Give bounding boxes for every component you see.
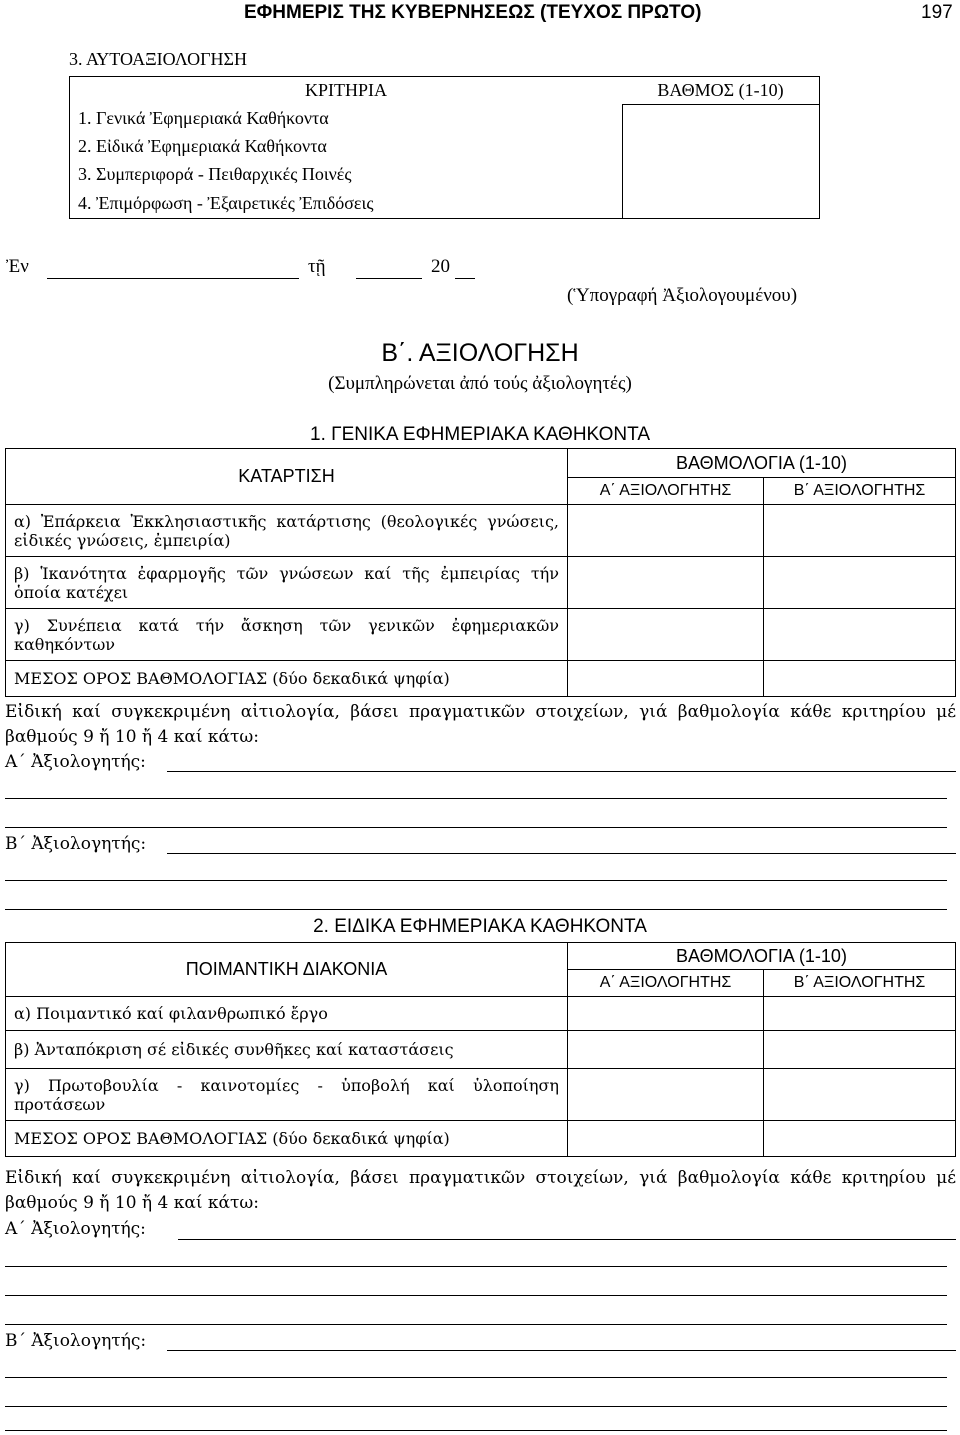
general-justification: Εἰδική καί συγκεκριμένη αἰτιολογία, βάσει πραγματικῶν στοιχείων, γιά βαθμολογία κάθε κριτηρίου μέ βαθμούς 9 ἤ 10 ἤ 4 καί κάτω:: [5, 702, 956, 747]
score-a-cell[interactable]: [568, 1031, 764, 1069]
blank-line[interactable]: [5, 909, 947, 910]
average-a-cell[interactable]: [568, 661, 764, 697]
criterion-row: β) Ἀνταπόκριση σέ εἰδικές συνθῆκες καί καταστάσεις: [6, 1031, 568, 1069]
blank-line[interactable]: [5, 1406, 947, 1407]
col-evaluator-b: Β΄ ΑΞΙΟΛΟΓΗΤΗΣ: [764, 970, 956, 997]
average-a-cell[interactable]: [568, 1121, 764, 1157]
score-a-cell[interactable]: [568, 505, 764, 557]
score-b-cell[interactable]: [764, 609, 956, 661]
section-b-subtitle: (Συμπληρώνεται ἀπό τούς ἀξιολογητές): [328, 373, 632, 394]
col-evaluator-a: Α΄ ΑΞΙΟΛΟΓΗΤΗΣ: [568, 478, 764, 505]
blank-line[interactable]: [5, 1266, 947, 1267]
score-cell[interactable]: [622, 161, 820, 189]
general-evaluator-b-label: Β΄ Ἀξιολογητής:: [5, 834, 147, 854]
date-blank-day[interactable]: [356, 278, 422, 279]
col-grading: ΒΑΘΜΟΛΟΓΙΑ (1-10): [568, 943, 956, 970]
score-cell[interactable]: [622, 133, 820, 161]
date-year: 20: [431, 256, 450, 277]
evaluator-a-line[interactable]: [178, 1239, 956, 1240]
criterion-row: γ) Συνέπεια κατά τήν ἄσκηση τῶν γενικῶν ἐφημεριακῶν καθηκόντων: [6, 609, 568, 661]
score-cell[interactable]: [622, 105, 820, 133]
blank-line[interactable]: [5, 880, 947, 881]
col-score: ΒΑΘΜΟΣ (1-10): [622, 77, 820, 105]
col-criteria: ΚΡΙΤΗΡΙΑ: [70, 77, 623, 105]
blank-line[interactable]: [5, 1324, 947, 1325]
score-b-cell[interactable]: [764, 1031, 956, 1069]
special-justification: Εἰδική καί συγκεκριμένη αἰτιολογία, βάσει πραγματικῶν στοιχείων, γιά βαθμολογία κάθε κριτηρίου μέ βαθμούς 9 ἤ 10 ἤ 4 καί κάτω:: [5, 1168, 956, 1213]
general-heading: 1. ΓΕΝΙΚΑ ΕΦΗΜΕΡΙΑΚΑ ΚΑΘΗΚΟΝΤΑ: [310, 424, 650, 445]
self-eval-table: [69, 76, 820, 219]
blank-line[interactable]: [5, 1377, 947, 1378]
signature-label: (Ὑπογραφή Ἀξιολογουμένου): [567, 285, 798, 306]
score-b-cell[interactable]: [764, 1069, 956, 1121]
self-eval-heading: 3. ΑΥΤΟΑΞΙΟΛΟΓΗΣΗ: [69, 49, 247, 69]
self-eval-row: 3. Συμπεριφορά - Πειθαρχικές Ποινές: [70, 161, 623, 189]
score-b-cell[interactable]: [764, 997, 956, 1031]
score-b-cell[interactable]: [764, 505, 956, 557]
evaluator-b-line[interactable]: [167, 1350, 956, 1351]
self-eval-row: 4. Ἐπιμόρφωση - Ἐξαιρετικές Ἐπιδόσεις: [70, 189, 623, 219]
average-b-cell[interactable]: [764, 1121, 956, 1157]
self-eval-row: 1. Γενικά Ἐφημεριακά Καθήκοντα: [70, 105, 623, 133]
criterion-row: α) Ἐπάρκεια Ἐκκλησιαστικῆς κατάρτισης (θεολογικές γνώσεις, εἰδικές γνώσεις, ἐμπειρία): [6, 505, 568, 557]
special-evaluator-a-label: Α΄ Ἀξιολογητής:: [5, 1219, 146, 1239]
evaluator-b-line[interactable]: [167, 853, 956, 854]
special-heading: 2. ΕΙΔΙΚΑ ΕΦΗΜΕΡΙΑΚΑ ΚΑΘΗΚΟΝΤΑ: [313, 916, 647, 937]
score-cell[interactable]: [622, 189, 820, 219]
average-row: ΜΕΣΟΣ ΟΡΟΣ ΒΑΘΜΟΛΟΓΙΑΣ (δύο δεκαδικά ψηφία): [6, 661, 568, 697]
date-blank-place[interactable]: [47, 278, 299, 279]
blank-line[interactable]: [5, 827, 947, 828]
special-evaluator-b-label: Β΄ Ἀξιολογητής:: [5, 1331, 147, 1351]
date-blank-year[interactable]: [455, 278, 475, 279]
col-evaluator-a: Α΄ ΑΞΙΟΛΟΓΗΤΗΣ: [568, 970, 764, 997]
blank-line[interactable]: [5, 1430, 947, 1431]
section-b-title: Β΄. ΑΞΙΟΛΟΓΗΣΗ: [381, 339, 579, 367]
special-table: [5, 942, 956, 1157]
general-evaluator-a-label: Α΄ Ἀξιολογητής:: [5, 752, 146, 772]
criterion-row: β) Ἱκανότητα ἐφαρμογῆς τῶν γνώσεων καί τῆς ἐμπειρίας τήν ὁποία κατέχει: [6, 557, 568, 609]
score-a-cell[interactable]: [568, 997, 764, 1031]
date-ti: τῇ: [308, 256, 326, 277]
blank-line[interactable]: [5, 798, 947, 799]
col-grading: ΒΑΘΜΟΛΟΓΙΑ (1-10): [568, 449, 956, 478]
col-evaluator-b: Β΄ ΑΞΙΟΛΟΓΗΤΗΣ: [764, 478, 956, 505]
gazette-title: ΕΦΗΜΕΡΙΣ ΤΗΣ ΚΥΒΕΡΝΗΣΕΩΣ (ΤΕΥΧΟΣ ΠΡΩΤΟ): [244, 2, 702, 23]
blank-line[interactable]: [5, 1295, 947, 1296]
page-number: 197: [921, 2, 953, 23]
average-row: ΜΕΣΟΣ ΟΡΟΣ ΒΑΘΜΟΛΟΓΙΑΣ (δύο δεκαδικά ψηφία): [6, 1121, 568, 1157]
score-b-cell[interactable]: [764, 557, 956, 609]
date-en: Ἐν: [6, 256, 29, 277]
col-poimantiki: ΠΟΙΜΑΝΤΙΚΗ ΔΙΑΚΟΝΙΑ: [6, 943, 568, 997]
score-a-cell[interactable]: [568, 557, 764, 609]
col-katartisi: ΚΑΤΑΡΤΙΣΗ: [6, 449, 568, 505]
average-b-cell[interactable]: [764, 661, 956, 697]
score-a-cell[interactable]: [568, 1069, 764, 1121]
general-table: [5, 448, 956, 697]
criterion-row: γ) Πρωτοβουλία - καινοτομίες - ὑποβολή καί ὑλοποίηση προτάσεων: [6, 1069, 568, 1121]
evaluator-a-line[interactable]: [167, 771, 956, 772]
score-a-cell[interactable]: [568, 609, 764, 661]
self-eval-row: 2. Εἰδικά Ἐφημεριακά Καθήκοντα: [70, 133, 623, 161]
criterion-row: α) Ποιμαντικό καί φιλανθρωπικό ἔργο: [6, 997, 568, 1031]
